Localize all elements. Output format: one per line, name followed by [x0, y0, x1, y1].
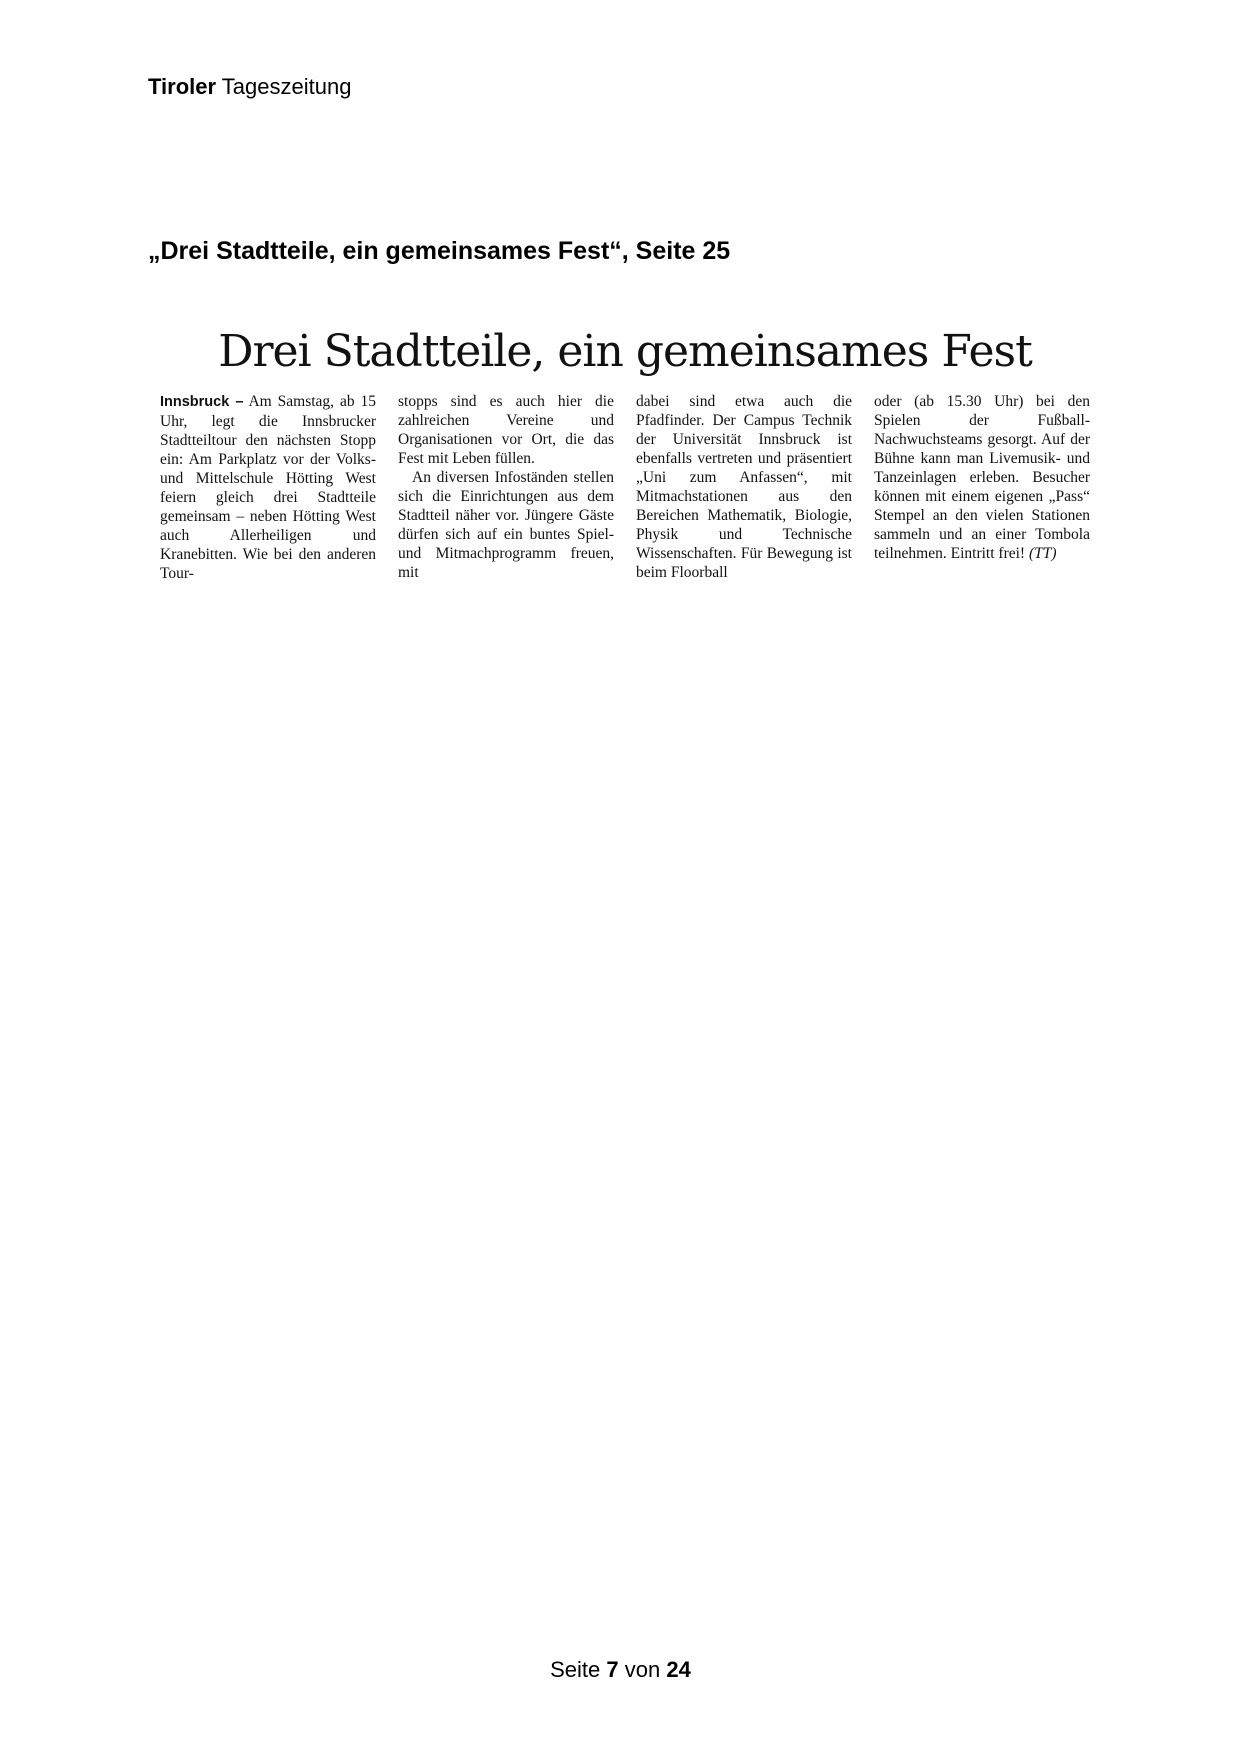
- article-text: Am Samstag, ab 15 Uhr, legt die Innsbrucker Stadtteiltour den nächsten Stopp ein: Am Parkplatz vor der Volks- und Mittelschule Hötting West feiern gleich drei Stadtteile gemeinsam – neben Hötting West auch Allerheiligen und Kranebitten. Wie bei den anderen Tour-: [160, 393, 376, 582]
- page-number-middle: von: [624, 1657, 661, 1682]
- article-column-4: [874, 392, 1090, 583]
- article-dateline: Innsbruck –: [160, 394, 244, 410]
- publication-name-regular: Tageszeitung: [221, 74, 352, 99]
- article-paragraph: [874, 392, 1090, 563]
- article-column-1: [160, 392, 376, 583]
- publication-name-bold: Tiroler: [148, 74, 217, 99]
- article-credit: (TT): [1028, 545, 1057, 562]
- article-column-2: [398, 392, 614, 583]
- article-headline: Drei Stadtteile, ein gemeinsames Fest: [218, 326, 1032, 377]
- article-columns: [160, 392, 1090, 583]
- article-paragraph: stopps sind es auch hier die zahlreichen Vereine und Organisationen vor Ort, die das Fest mit Leben füllen.: [398, 393, 614, 467]
- page-number-prefix: Seite: [550, 1657, 601, 1682]
- article-column-3: [636, 392, 852, 583]
- article-text: oder (ab 15.30 Uhr) bei den Spielen der Fußball-Nachwuchsteams gesorgt. Auf der Bühne kann man Livemusik- und Tanzeinlagen erleben. Besucher können mit einem eigenen „Pass“ Stempel an den vielen Stationen sammeln und an einer Tombola teilnehmen. Eintritt frei!: [874, 393, 1090, 562]
- page-number-current: 7: [606, 1657, 619, 1682]
- article-reference: „Drei Stadtteile, ein gemeinsames Fest“, Seite 25: [148, 237, 731, 265]
- article-paragraph: dabei sind etwa auch die Pfadfinder. Der Campus Technik der Universität Innsbruck ist ebenfalls vertreten und präsentiert „Uni zum Anfassen“, mit Mitmachstationen aus den Bereichen Mathematik, Biologie, Physik und Technische Wissenschaften. Für Bewegung ist beim Floorball: [636, 393, 852, 581]
- page-number-total: 24: [666, 1657, 691, 1682]
- article-clipping: [160, 322, 1090, 583]
- page-number: [0, 1655, 1241, 1685]
- article-paragraph: An diversen Infoständen stellen sich die Einrichtungen aus dem Stadtteil näher vor. Jüngere Gäste dürfen sich auf ein buntes Spiel- und Mitmachprogramm freuen, mit: [398, 469, 614, 581]
- publication-name: [148, 72, 351, 102]
- article-paragraph: [160, 392, 376, 583]
